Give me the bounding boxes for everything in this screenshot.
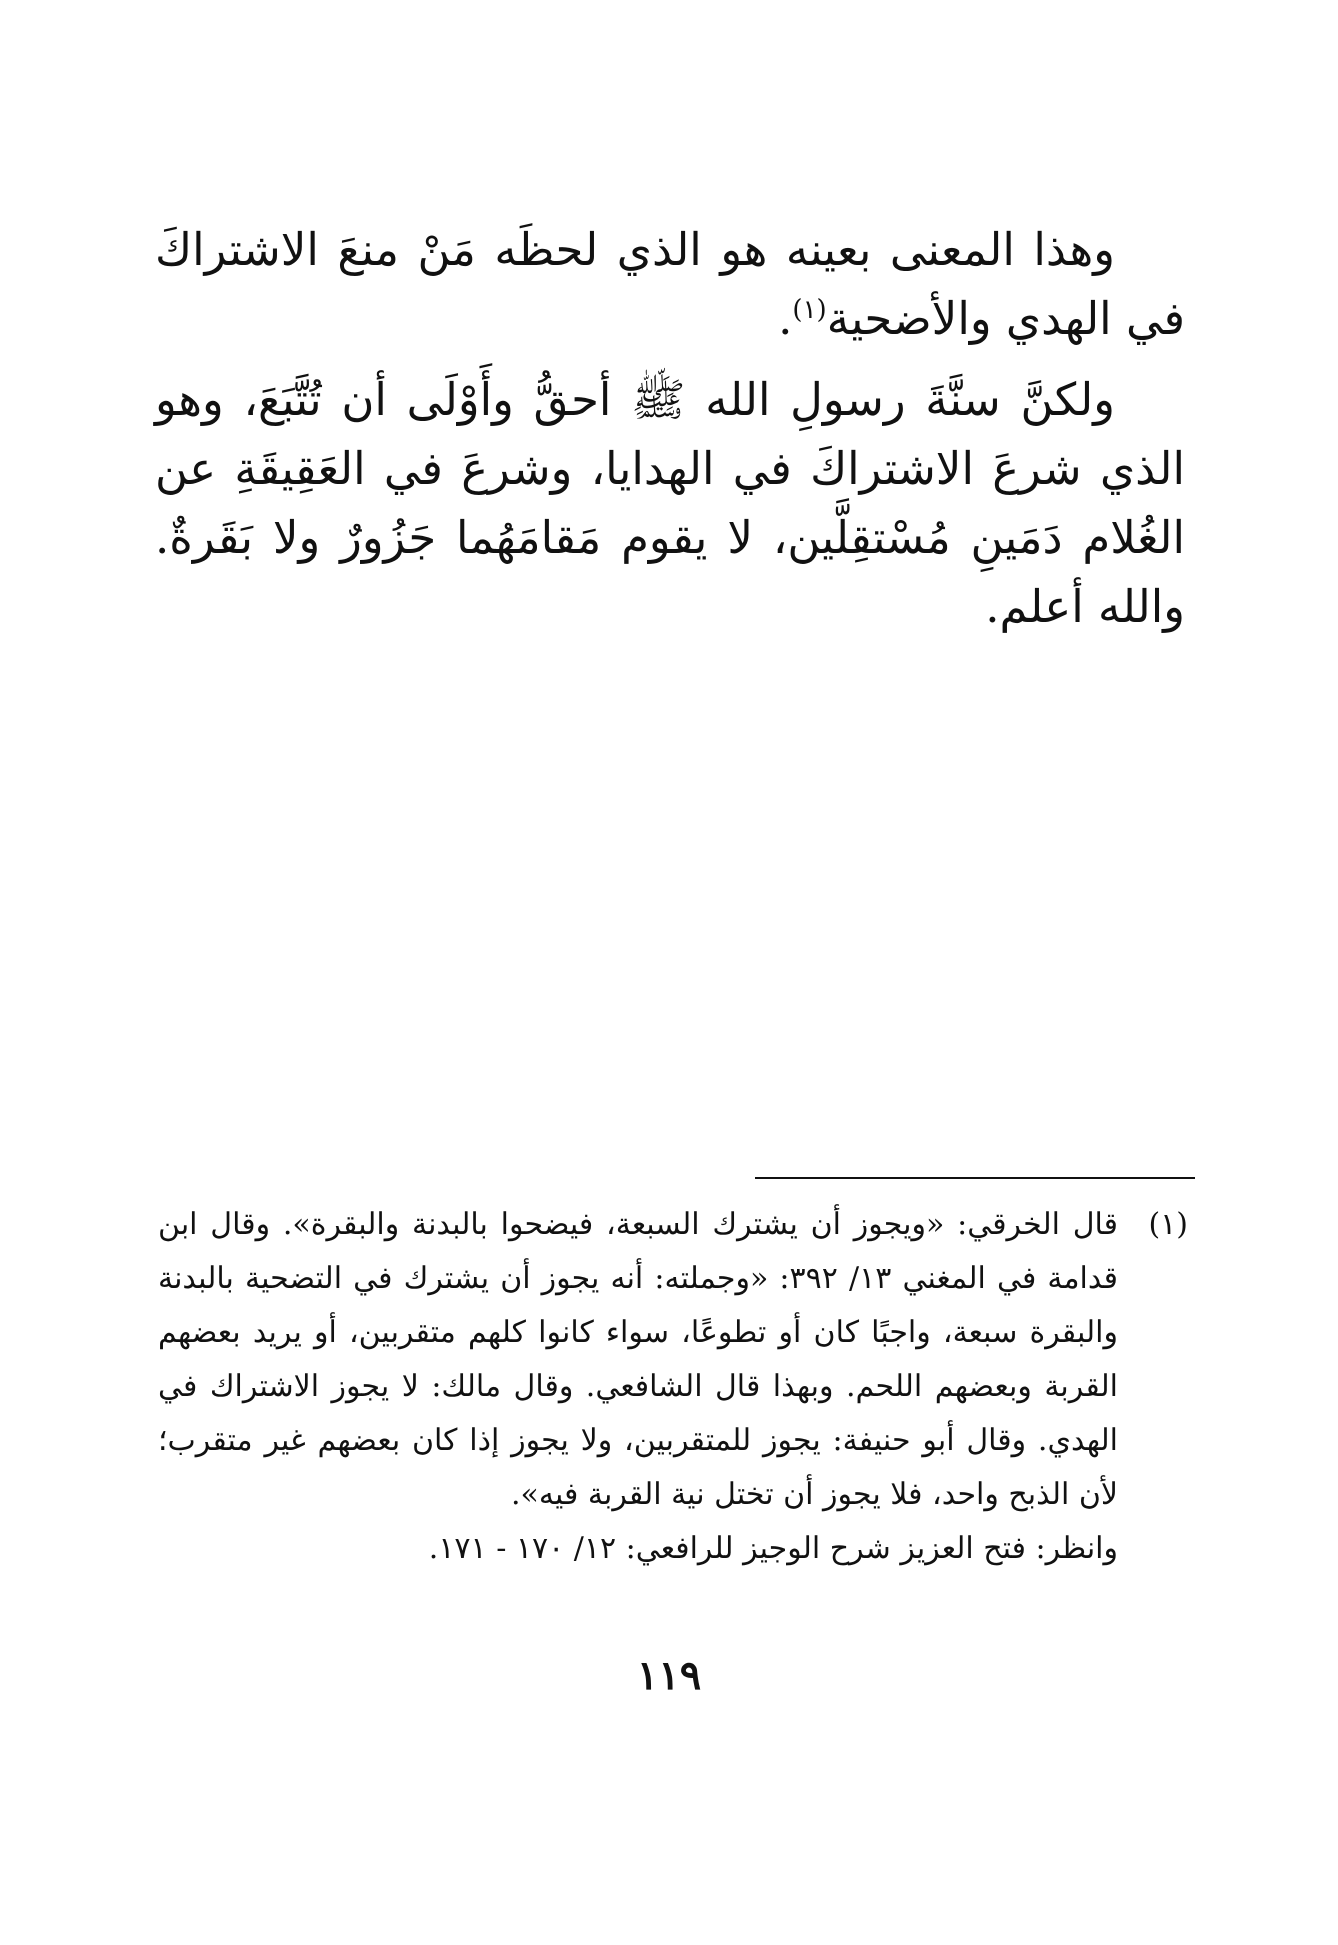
- paragraph: ولكنَّ سنَّةَ رسولِ الله ﷺ أحقُّ وأَوْلَى أن تُتَّبَعَ، وهو الذي شرعَ الاشتراكَ في الهدايا، وشرعَ في العَقِيقَةِ عن الغُلام دَمَينِ مُسْتقِلَّين، لا يقوم مَقامَهُما جَزُورٌ ولا بَقَرةٌ. والله أعلم.: [155, 373, 1185, 633]
- paragraph: [155, 215, 1185, 353]
- main-text: [155, 215, 1185, 641]
- page-number: ١١٩: [636, 1652, 702, 1699]
- footnote-line: قال الخرقي: «ويجوز أن يشترك السبعة، فيضحوا بالبدنة والبقرة». وقال ابن قدامة في المغني ١٣/ ٣٩٢: «وجملته: أنه يجوز أن يشترك في التضحية بالبدنة والبقرة سبعة، واجبًا كان أو تطوعًا، سواء كانوا كلهم متقربين، أو يريد بعضهم القربة وبعضهم اللحم. وبهذا قال الشافعي. وقال مالك: لا يجوز الاشتراك في الهدي. وقال أبو حنيفة: يجوز للمتقربين، ولا يجوز إذا كان بعضهم غير متقرب؛ لأن الذبح واحد، فلا يجوز أن تختل نية القربة فيه».: [158, 1207, 1118, 1512]
- footnote-item: [158, 1198, 1188, 1576]
- footnote-reference[interactable]: (١): [792, 295, 827, 325]
- footnote-separator: [755, 1177, 1195, 1179]
- footnote-number: (١): [1148, 1207, 1188, 1242]
- footnote-line: وانظر: فتح العزيز شرح الوجيز للرافعي: ١٢/ ١٧٠ - ١٧١.: [428, 1531, 1118, 1566]
- footnote-body: [158, 1198, 1118, 1576]
- paragraph-text: وهذا المعنى بعينه هو الذي لحظَه مَنْ منعَ الاشتراكَ في الهدي والأضحية: [155, 223, 1185, 345]
- paragraph-end: .: [778, 292, 793, 345]
- footnotes: [158, 1198, 1188, 1576]
